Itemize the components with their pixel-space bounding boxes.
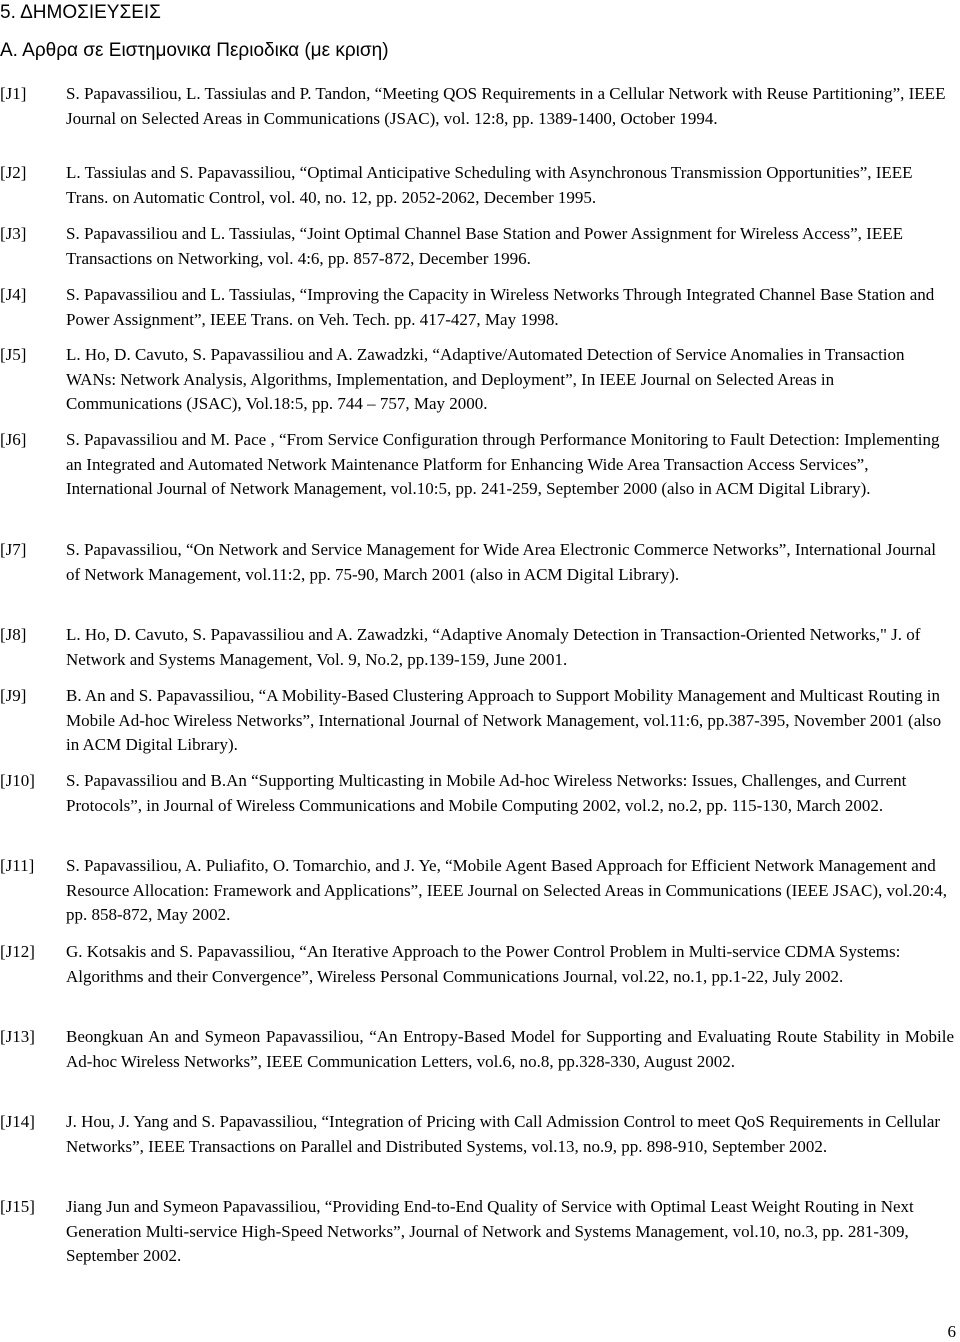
- reference-entry: [0, 222, 960, 271]
- reference-label: [J2]: [0, 163, 27, 182]
- reference-entry: [0, 283, 960, 332]
- reference-label: [J5]: [0, 345, 27, 364]
- reference-text: S. Papavassiliou and B.An “Supporting Multicasting in Mobile Ad-hoc Wireless Networks: Issues, Challenges, and Current Protocols”, in Journal of Wireless Communications and Mobile Computing 2002, vol.2, no.2, pp. 115-130, March 2002.: [66, 771, 907, 815]
- reference-text: L. Tassiulas and S. Papavassiliou, “Optimal Anticipative Scheduling with Asynchronous Transmission Opportunities”, IEEE Trans. on Automatic Control, vol. 40, no. 12, pp. 2052-2062, December 1995.: [66, 163, 913, 207]
- reference-text: S. Papavassiliou and L. Tassiulas, “Joint Optimal Channel Base Station and Power Assignment for Wireless Access”, IEEE Transactions on Networking, vol. 4:6, pp. 857-872, December 1996.: [66, 224, 903, 268]
- reference-label: [J15]: [0, 1197, 35, 1216]
- reference-entry: [0, 769, 960, 818]
- reference-entry: [0, 1195, 960, 1269]
- reference-label: [J10]: [0, 771, 35, 790]
- reference-text: S. Papavassiliou and M. Pace , “From Service Configuration through Performance Monitoring to Fault Detection: Implementing an Integrated and Automated Network Maintenance Platform for Enhancing Wide Area Transaction Access Services”, International Journal of Network Management, vol.10:5, pp. 241-259, September 2000 (also in ACM Digital Library).: [66, 430, 940, 498]
- reference-label: [J3]: [0, 224, 27, 243]
- reference-label: [J13]: [0, 1027, 35, 1046]
- reference-text: S. Papavassiliou and L. Tassiulas, “Improving the Capacity in Wireless Networks Through Integrated Channel Base Station and Power Assignment”, IEEE Trans. on Veh. Tech. pp. 417-427, May 1998.: [66, 285, 935, 329]
- reference-entry: [0, 428, 960, 502]
- reference-entry: [0, 82, 960, 131]
- reference-text: Beongkuan An and Symeon Papavassiliou, “An Entropy-Based Model for Supporting and Evaluating Route Stability in Mobile Ad-hoc Wireless Networks”, IEEE Communication Letters, vol.6, no.8, pp.328-330, August 2002.: [66, 1027, 954, 1071]
- reference-label: [J12]: [0, 942, 35, 961]
- reference-label: [J4]: [0, 285, 27, 304]
- reference-text: L. Ho, D. Cavuto, S. Papavassiliou and A. Zawadzki, “Adaptive Anomaly Detection in Transaction-Oriented Networks," J. of Network and Systems Management, Vol. 9, No.2, pp.139-159, June 2001.: [66, 625, 921, 669]
- reference-text: S. Papavassiliou, A. Puliafito, O. Tomarchio, and J. Ye, “Mobile Agent Based Approach for Efficient Network Management and Resource Allocation: Framework and Applications”, IEEE Journal on Selected Areas in Communications (IEEE JSAC), vol.20:4, pp. 858-872, May 2002.: [66, 856, 947, 924]
- reference-text: J. Hou, J. Yang and S. Papavassiliou, “Integration of Pricing with Call Admission Control to meet QoS Requirements in Cellular Networks”, IEEE Transactions on Parallel and Distributed Systems, vol.13, no.9, pp. 898-910, September 2002.: [66, 1112, 941, 1156]
- reference-text: L. Ho, D. Cavuto, S. Papavassiliou and A. Zawadzki, “Adaptive/Automated Detection of Service Anomalies in Transaction WANs: Network Analysis, Algorithms, Implementation, and Deployment”, In IEEE Journal on Selected Areas in Communications (JSAC), Vol.18:5, pp. 744 – 757, May 2000.: [66, 345, 905, 413]
- reference-text: S. Papavassiliou, “On Network and Service Management for Wide Area Electronic Commerce Networks”, International Journal of Network Management, vol.11:2, pp. 75-90, March 2001 (also in ACM Digital Library).: [66, 540, 936, 584]
- reference-text: B. An and S. Papavassiliou, “A Mobility-Based Clustering Approach to Support Mobility Management and Multicast Routing in Mobile Ad-hoc Wireless Networks”, International Journal of Network Management, vol.11:6, pp.387-395, November 2001 (also in ACM Digital Library).: [66, 686, 942, 754]
- reference-entry: [0, 1110, 960, 1159]
- reference-entry: [0, 161, 960, 210]
- reference-entry: [0, 343, 960, 417]
- reference-label: [J9]: [0, 686, 27, 705]
- reference-entry: [0, 623, 960, 672]
- reference-entry: [0, 684, 960, 758]
- reference-label: [J6]: [0, 430, 27, 449]
- reference-label: [J7]: [0, 540, 27, 559]
- page-number: 6: [947, 1322, 956, 1341]
- reference-entry: [0, 538, 960, 587]
- reference-label: [J1]: [0, 84, 27, 103]
- reference-text: S. Papavassiliou, L. Tassiulas and P. Tandon, “Meeting QOS Requirements in a Cellular Network with Reuse Partitioning”, IEEE Journal on Selected Areas in Communications (JSAC), vol. 12:8, pp. 1389-1400, October 1994.: [66, 84, 946, 128]
- section-title: 5. ΔΗΜΟΣΙΕΥΣΕΙΣ: [0, 2, 161, 23]
- reference-label: [J8]: [0, 625, 27, 644]
- reference-entry: [0, 1025, 960, 1074]
- reference-label: [J11]: [0, 856, 35, 875]
- reference-label: [J14]: [0, 1112, 35, 1131]
- reference-text: G. Kotsakis and S. Papavassiliou, “An Iterative Approach to the Power Control Problem in Multi-service CDMA Systems: Algorithms and their Convergence”, Wireless Personal Communications Journal, vol.22, no.1, pp.1-22, July 2002.: [66, 942, 901, 986]
- subsection-title: Α. Αρθρα σε Ειστημονικα Περιοδικα (με κριση): [0, 40, 389, 61]
- reference-entry: [0, 854, 960, 928]
- reference-entry: [0, 940, 960, 989]
- reference-text: Jiang Jun and Symeon Papavassiliou, “Providing End-to-End Quality of Service with Optimal Least Weight Routing in Next Generation Multi-service High-Speed Networks”, Journal of Network and Systems Management, vol.10, no.3, pp. 281-309, September 2002.: [66, 1197, 914, 1265]
